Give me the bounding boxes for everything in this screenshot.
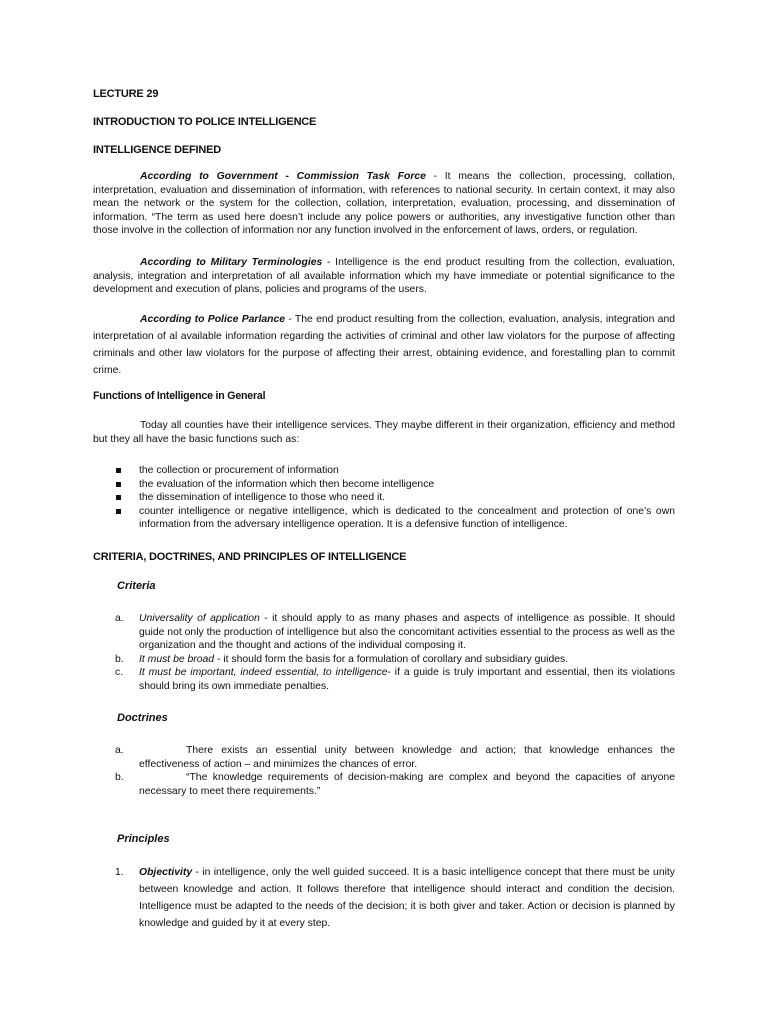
list-item: the evaluation of the information which then become intelligence bbox=[93, 478, 675, 492]
main-title: INTRODUCTION TO POLICE INTELLIGENCE bbox=[93, 116, 317, 128]
definition-government-text: - It means the collection, processing, collation, interpretation, evaluation and dissemination of information, with references to national security. In certain context, it may also mean the network or the system for the collection, collation, interpretation, evaluation, processing, and dissemination of information. “The term as used here doesn’t include any police powers or authorities, any investigative function other than those involve in the collection of information nor any function involved in the enforcement of laws, orders, or regulation. bbox=[93, 171, 675, 237]
bullet-icon bbox=[116, 482, 121, 487]
section-heading-criteria-doctrines: CRITERIA, DOCTRINES, AND PRINCIPLES OF INTELLIGENCE bbox=[93, 551, 407, 563]
list-item: the dissemination of intelligence to those who need it. bbox=[93, 491, 675, 505]
definition-police-term: According to Police Parlance bbox=[140, 314, 286, 325]
lecture-title: LECTURE 29 bbox=[93, 88, 159, 100]
list-item: a. There exists an essential unity between knowledge and action; that knowledge enhances the effectiveness of action – and minimizes the chances of error. bbox=[115, 745, 675, 770]
bullet-icon bbox=[116, 495, 121, 500]
list-item: a. Universality of application - it should apply to as many phases and aspects of intelligence as possible. It should guide not only the production of intelligence but also the concomitant activities essential to the process as well as the organization and the thought and actions of the individual composing it. bbox=[115, 613, 676, 652]
bullet-icon bbox=[116, 509, 121, 514]
functions-list bbox=[93, 464, 675, 532]
functions-intro-text: Today all counties have their intelligence services. They maybe different in their organization, efficiency and method but they all have the basic functions such as: bbox=[93, 420, 675, 445]
criteria-heading: Criteria bbox=[117, 580, 156, 592]
functions-intro bbox=[93, 419, 675, 446]
doctrines-list bbox=[93, 744, 675, 798]
list-item: b. It must be broad - it should form the basis for a formulation of corollary and subsidiary guides. bbox=[115, 653, 569, 665]
definition-military-text: - Intelligence is the end product resulting from the collection, evaluation, analysis, integration and interpretation of all available information which my have immediate or potential significance to the development and execution of plans, policies and programs of the users. bbox=[93, 257, 675, 296]
definition-police-text: - The end product resulting from the collection, evaluation, analysis, integration and interpretation of al available information regarding the activities of criminal and other law violators for the purpose of affecting criminals and other law violators for the purpose of affecting their arrest, obtaining evidence, and forestalling plan to commit crime. bbox=[93, 314, 676, 376]
criteria-list bbox=[93, 612, 675, 694]
definition-government-term: According to Government - Commission Task Force bbox=[140, 171, 426, 182]
definition-police bbox=[93, 311, 675, 379]
bullet-icon bbox=[116, 468, 121, 473]
section-heading-functions: Functions of Intelligence in General bbox=[93, 390, 266, 402]
list-item: 1. Objectivity - in intelligence, only the well guided succeed. It is a basic intelligence concept that there must be unity between knowledge and action. It follows therefore that intelligence should interact and condition the decision. Intelligence must be adapted to the needs of the decision; it is both giver and taker. Action or decision is planned by knowledge and guided by it at every step. bbox=[115, 867, 675, 929]
definition-military-term: According to Military Terminologies bbox=[140, 257, 323, 268]
principles-list bbox=[93, 864, 675, 932]
doctrines-heading: Doctrines bbox=[117, 712, 168, 724]
list-item: b. “The knowledge requirements of decision-making are complex and beyond the capacities of anyone necessary to meet there requirements.” bbox=[115, 772, 675, 797]
list-item: counter intelligence or negative intelligence, which is dedicated to the concealment and protection of one’s own information from the adversary intelligence operation. It is a defensive function of intelligence. bbox=[93, 505, 675, 532]
list-item: c. It must be important, indeed essential, to intelligence- if a guide is truly important and essential, then its violations should bring its own immediate penalties. bbox=[115, 667, 675, 692]
principles-heading: Principles bbox=[117, 833, 170, 845]
definition-government bbox=[93, 170, 675, 238]
definition-military bbox=[93, 256, 675, 297]
list-item: the collection or procurement of information bbox=[93, 464, 675, 478]
section-heading-defined: INTELLIGENCE DEFINED bbox=[93, 144, 222, 156]
